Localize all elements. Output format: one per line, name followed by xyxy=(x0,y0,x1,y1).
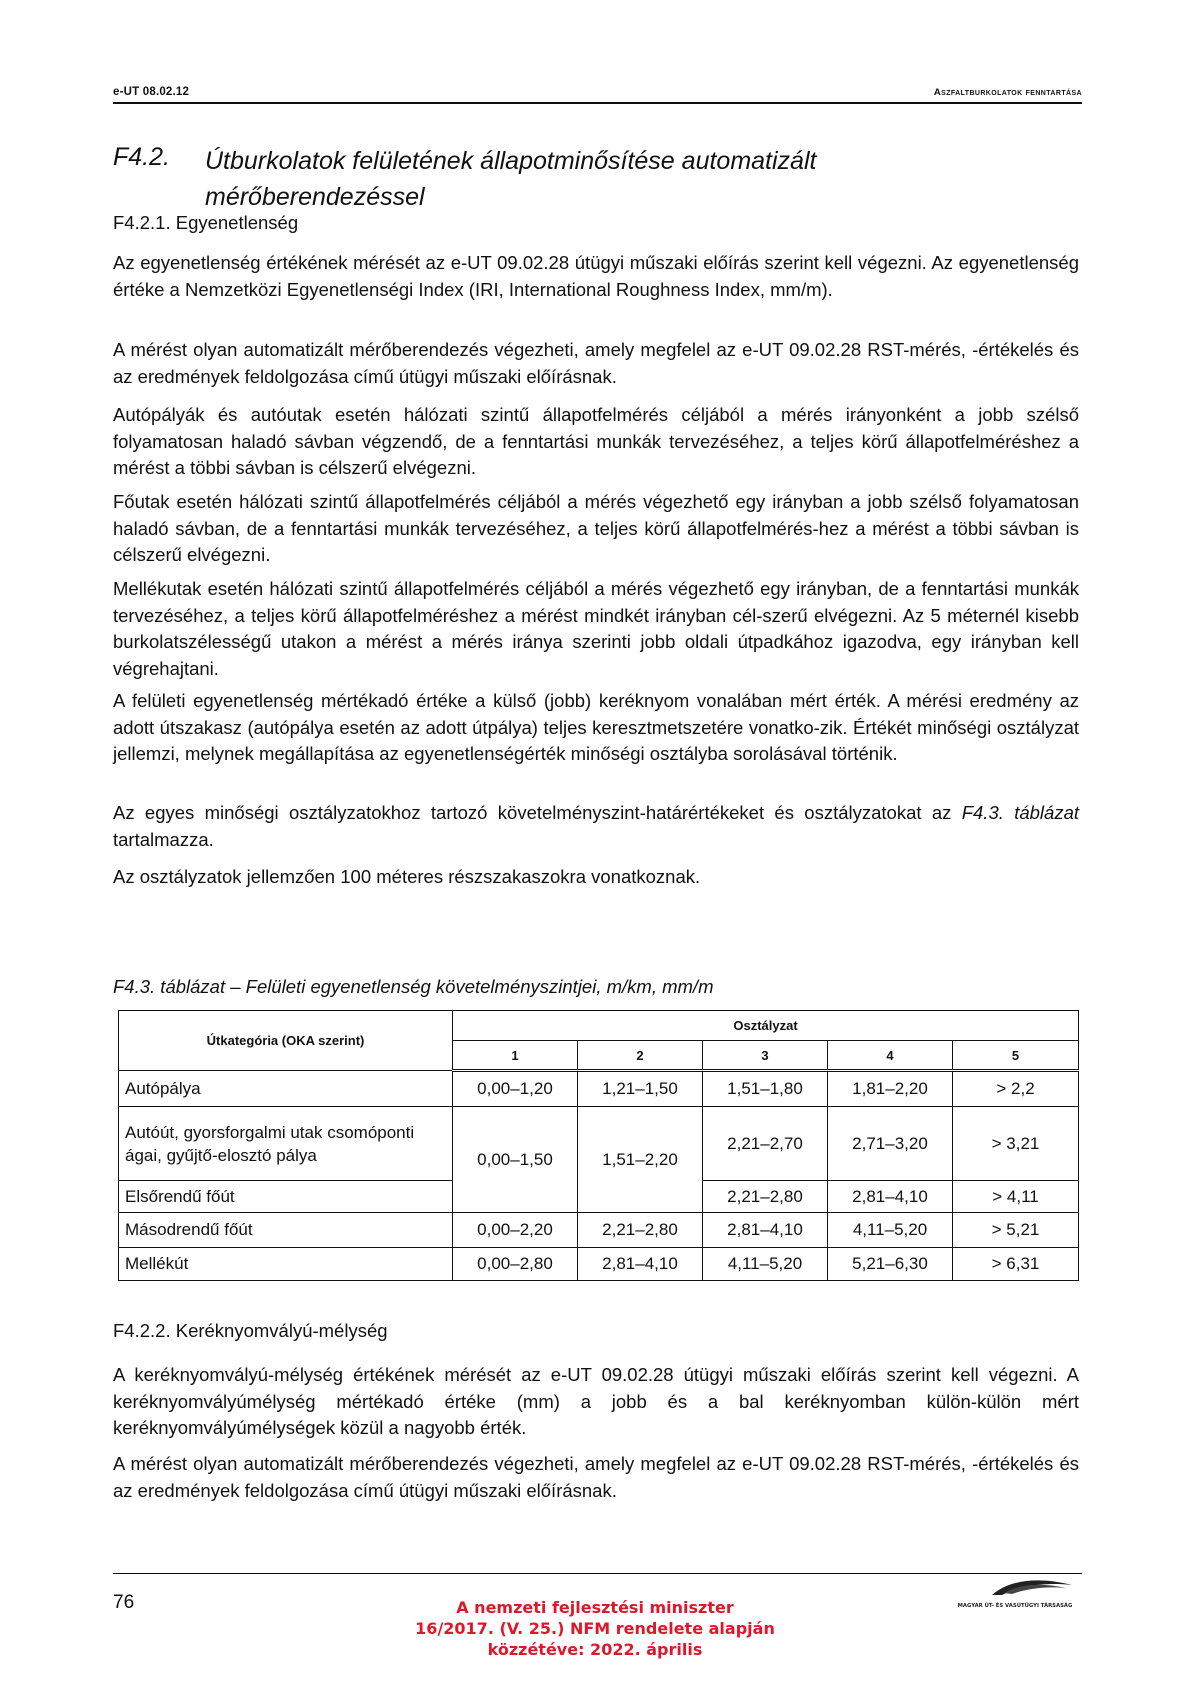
table-cell: > 5,21 xyxy=(953,1213,1079,1248)
header-rule xyxy=(113,102,1082,104)
table-cell: 0,00–1,50 xyxy=(453,1107,578,1213)
table-cell: > 3,21 xyxy=(953,1107,1079,1181)
footer-rule xyxy=(113,1573,1082,1574)
table-cell: 2,81–4,10 xyxy=(828,1181,953,1213)
table-cell: 1,51–1,80 xyxy=(703,1071,828,1107)
paragraph: A mérést olyan automatizált mérőberendezés végezheti, amely megfelel az e-UT 09.02.28 RST-mérés, -értékelés és az eredmények feldolgozása című útügyi műszaki előírásnak. xyxy=(113,1453,1079,1501)
table-cell: > 4,11 xyxy=(953,1181,1079,1213)
table-row xyxy=(119,1071,1079,1107)
roughness-table xyxy=(118,1010,1079,1281)
grade-header: Osztályzat xyxy=(453,1011,1079,1041)
table-cell: > 6,31 xyxy=(953,1248,1079,1281)
table-cell: 4,11–5,20 xyxy=(703,1248,828,1281)
section-number: F4.2. xyxy=(113,143,170,171)
table-cell: 2,81–4,10 xyxy=(703,1213,828,1248)
text: tartalmazza. xyxy=(113,828,214,850)
logo-text: MAGYAR ÚT- ÉS VASÚTÜGYI TÁRSASÁG xyxy=(957,1603,1073,1609)
table-cell: 2,71–3,20 xyxy=(828,1107,953,1181)
row-label: Elsőrendű főút xyxy=(119,1181,453,1213)
running-title: Aszfaltburkolatok fenntartása xyxy=(933,87,1082,98)
category-header: Útkategória (OKA szerint) xyxy=(119,1011,453,1071)
subsection-title-kereknyomvalyu: F4.2.2. Keréknyomvályú-mélység xyxy=(113,1320,388,1341)
table-cell: 2,21–2,80 xyxy=(703,1181,828,1213)
table-cell: 1,51–2,20 xyxy=(578,1107,703,1213)
page-number: 76 xyxy=(113,1592,135,1613)
text: Az egyes minőségi osztályzatokhoz tartozó követelményszint-határértékeket és osztályzatokat az xyxy=(113,802,962,823)
table-cell: 1,21–1,50 xyxy=(578,1071,703,1107)
table-cell: 0,00–2,20 xyxy=(453,1213,578,1248)
row-label: Autóút, gyorsforgalmi utak csomóponti ágai, gyűjtő-elosztó pálya xyxy=(119,1107,453,1181)
paragraph: Az osztályzatok jellemzően 100 méteres részszakaszokra vonatkoznak. xyxy=(113,866,701,887)
table-caption: F4.3. táblázat – Felületi egyenetlenség követelményszintjei, m/km, mm/m xyxy=(113,976,714,997)
subsection-title-egyenetlenseg: F4.2.1. Egyenetlenség xyxy=(113,212,299,233)
row-label: Mellékút xyxy=(119,1248,453,1281)
table-cell: > 2,2 xyxy=(953,1071,1079,1107)
table-cell: 0,00–2,80 xyxy=(453,1248,578,1281)
paragraph: A felületi egyenetlenség mértékadó értéke a külső (jobb) keréknyom vonalában mért érték. A mérési eredmény az adott útszakasz (autópálya esetén az adott útpálya) teljes keresztmetszetére vonatko-zik. Értékét minőségi osztályzat jellemzi, melynek megállapítása az egyenetlenségérték minőségi osztályba sorolásával történik. xyxy=(113,690,1079,764)
row-label: Autópálya xyxy=(119,1071,453,1107)
grade-1: 1 xyxy=(453,1041,578,1071)
paragraph-table-reference xyxy=(113,800,1079,853)
table-reference: F4.3. táblázat xyxy=(961,802,1079,823)
paragraph: A keréknyomvályú-mélység értékének mérését az e-UT 09.02.28 útügyi műszaki előírás szerint kell végezni. A keréknyomvályúmélység mértékadó értéke (mm) a jobb és a bal keréknyomban külön-külön mért keréknyomvályúmélységek közül a nagyobb érték. xyxy=(113,1364,1079,1438)
document-code: e-UT 08.02.12 xyxy=(113,86,190,98)
table-cell: 2,21–2,70 xyxy=(703,1107,828,1181)
notice-line: A nemzeti fejlesztési miniszter xyxy=(456,1598,734,1617)
notice-line: közzétéve: 2022. április xyxy=(487,1640,703,1659)
table-cell: 4,11–5,20 xyxy=(828,1213,953,1248)
society-logo xyxy=(940,1573,1090,1613)
paragraph: Mellékutak esetén hálózati szintű állapotfelmérés céljából a mérés végezhető egy irányban, de a fenntartási munkák tervezéséhez, a teljes körű állapotfelméréshez a mérést mindkét irányban cél-szerű elvégezni. Az 5 méternél kisebb burkolatszélességű utakon a mérést a mérés iránya szerinti jobb oldali útpadkához igazodva, egy irányban kell végrehajtani. xyxy=(113,578,1079,679)
grade-3: 3 xyxy=(703,1041,828,1071)
table-cell: 5,21–6,30 xyxy=(828,1248,953,1281)
table-row xyxy=(119,1107,1079,1181)
paragraph: A mérést olyan automatizált mérőberendezés végezheti, amely megfelel az e-UT 09.02.28 RST-mérés, -értékelés és az eredmények feldolgozása című útügyi műszaki előírásnak. xyxy=(113,339,1079,387)
publication-notice xyxy=(340,1597,850,1660)
grade-5: 5 xyxy=(953,1041,1079,1071)
paragraph: Az egyenetlenség értékének mérését az e-UT 09.02.28 útügyi műszaki előírás szerint kell végezni. Az egyenetlenség értéke a Nemzetközi Egyenetlenségi Index (IRI, International Roughness Index, mm/m). xyxy=(113,252,1079,300)
notice-line: 16/2017. (V. 25.) NFM rendelete alapján xyxy=(415,1619,775,1638)
table-row xyxy=(119,1248,1079,1281)
section-title: Útburkolatok felületének állapotminősítése automatizált mérőberendezéssel xyxy=(205,147,817,211)
grade-2: 2 xyxy=(578,1041,703,1071)
paragraph: Autópályák és autóutak esetén hálózati szintű állapotfelmérés céljából a mérés irányonként a jobb szélső folyamatosan haladó sávban végzendő, de a fenntartási munkák tervezéséhez, a teljes körű állapotfelméréshez a mérést a többi sávban is célszerű elvégezni. xyxy=(113,404,1079,478)
table-cell: 1,81–2,20 xyxy=(828,1071,953,1107)
grade-4: 4 xyxy=(828,1041,953,1071)
table-row xyxy=(119,1213,1079,1248)
table-cell: 0,00–1,20 xyxy=(453,1071,578,1107)
table-cell: 2,81–4,10 xyxy=(578,1248,703,1281)
paragraph: Főutak esetén hálózati szintű állapotfelmérés céljából a mérés végezhető egy irányban a jobb szélső folyamatosan haladó sávban, de a fenntartási munkák tervezéséhez, a teljes körű állapotfelmérés-hez a mérést a többi sávban is célszerű elvégezni. xyxy=(113,491,1079,565)
table-cell: 2,21–2,80 xyxy=(578,1213,703,1248)
row-label: Másodrendű főút xyxy=(119,1213,453,1248)
